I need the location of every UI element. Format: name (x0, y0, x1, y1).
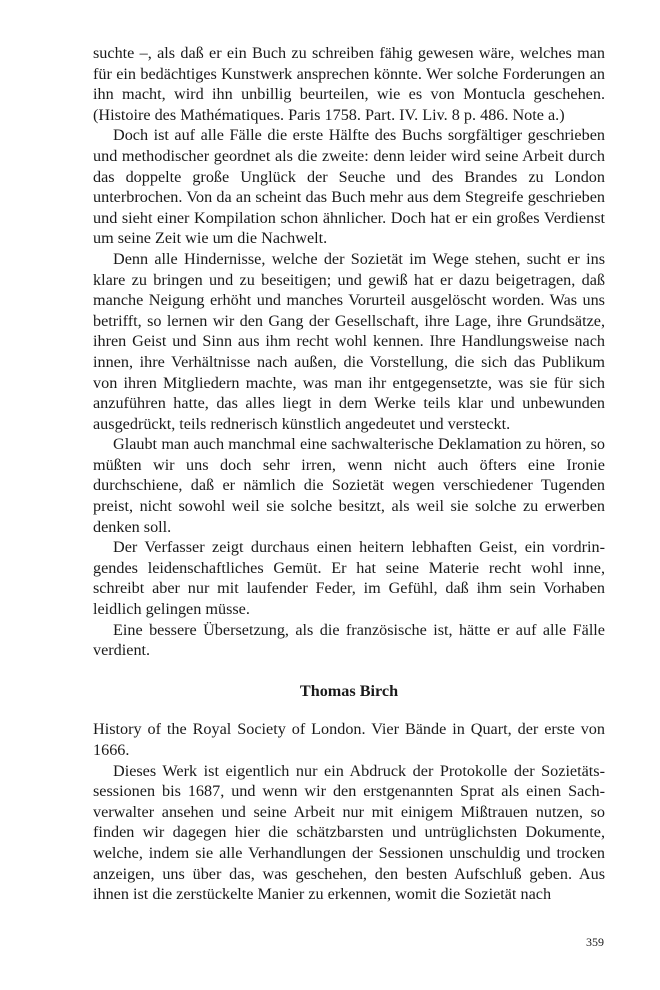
section-heading: Thomas Birch (299, 681, 399, 700)
paragraph: History of the Royal Society of London. Vier Bände in Quart, der erste von 1666. (93, 720, 605, 759)
paragraph: Dieses Werk ist eigentlich nur ein Abdruck der Protokolle der Sozietätssessionen bis 1687, und wenn wir den erstgenannten Sprat als einen Sachverwalter ansehen und seine Arbeit nur mit einigem Mißtrauen nutzen, so finden wir dagegen hier die schätzbarsten und untrüglichsten Dokumente, welche, indem sie alle Verhandlungen der Sessionen unschuldig und trocken anzeigen, uns über das, was geschehen, den besten Aufschluß geben. Aus ihnen ist die zerstückelte Manier zu erkennen, womit die Sozietät nach (93, 761, 605, 904)
paragraph: Eine bessere Übersetzung, als die französische ist, hätte er auf alle Fälle verdient. (93, 620, 605, 660)
body-text (93, 43, 605, 905)
paragraph: Der Verfasser zeigt durchaus einen heitern lebhaften Geist, ein vordringendes leidenschaftliches Gemüt. Er hat seine Materie recht wohl inne, schreibt aber nur mit laufender Feder, im Gefühl, daß ihm sein Vorhaben leidlich gelingen müsse. (93, 538, 605, 619)
page-number: 359 (586, 935, 604, 949)
paragraph: Glaubt man auch manchmal eine sachwalterische Deklamation zu hören, so müßten wir uns doch sehr irren, wenn nicht auch öfters eine Ironie durchschiene, daß er nämlich die Sozietät wegen verschiedener Tugenden preist, nicht sowohl weil sie solche besitzt, als weil sie solche zu erwerben denken soll. (93, 435, 605, 536)
paragraph: Doch ist auf alle Fälle die erste Hälfte des Buchs sorgfältiger geschrieben und methodischer geordnet als die zweite: denn leider wird seine Arbeit durch das doppelte große Unglück der Seuche und des Brandes zu London unterbrochen. Von da an scheint das Buch mehr aus dem Stegreife geschrieben und sieht einer Kompilation schon ähnlicher. Doch hat er ein großes Verdienst um seine Zeit wie um die Nachwelt. (93, 126, 605, 248)
paragraph: suchte –, als daß er ein Buch zu schreiben fähig gewesen wäre, welches man für ein bedächtiges Kunstwerk ansprechen könnte. Wer solche Forderungen an ihn macht, wird ihn unbillig beurteilen, wie es von Montucla geschehen. (Histoire des Mathématiques. Paris 1758. Part. IV. Liv. 8 p. 486. Note a.) (93, 44, 605, 124)
paragraph: Denn alle Hindernisse, welche der Sozietät im Wege stehen, sucht er ins klare zu bringen und zu beseitigen; und gewiß hat er dazu beigetragen, daß manche Neigung erhöht und manches Vorurteil ausgelöscht worden. Was uns betrifft, so lernen wir den Gang der Gesellschaft, ihre Lage, ihre Grundsätze, ihren Geist und Sinn aus ihm recht wohl kennen. Ihre Handlungsweise nach innen, ihre Verhältnisse nach außen, die Vorstellung, die sich das Publikum von ihren Mitgliedern machte, was man ihr entgegensetzte, was sie für sich anzuführen hatte, das alles liegt in dem Werke teils klar und unbewunden ausgedrückt, teils rednerisch künstlich angedeutet und versteckt. (93, 249, 605, 433)
